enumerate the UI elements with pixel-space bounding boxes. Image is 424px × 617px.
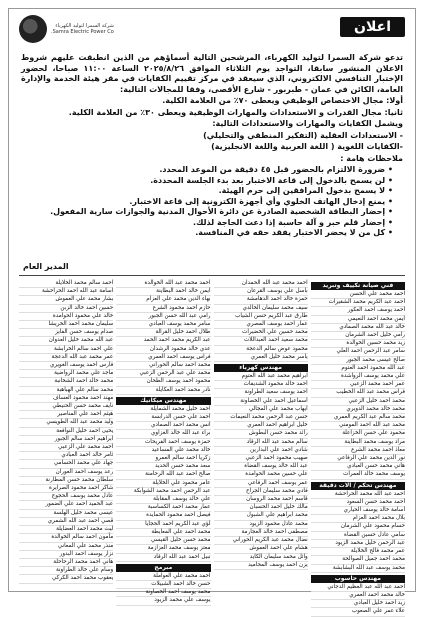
candidate-name: عبد الرحمن خليل محمد الزيود	[311, 540, 405, 548]
candidate-column	[19, 280, 113, 585]
candidate-name: محمد خالد محمد الدويري	[311, 406, 405, 414]
candidate-name: بلال محمد احمد العزام	[311, 515, 405, 523]
candidate-name: حازم احمد محمود الشرع	[116, 305, 210, 313]
candidate-name: خالد محمد احمد العمري	[311, 592, 405, 600]
note-item: • إحضار قلم حبر و آلة حاسبة إذا دعت الحاجة لذلك.	[193, 217, 393, 227]
candidate-name: علي خالد يوسف المقابلة	[116, 496, 210, 504]
section-heading: مبرمج	[116, 564, 210, 572]
candidate-name: محمد يوسف عبد الله البشابشة	[311, 565, 405, 573]
candidate-name: يعقوب محمد احمد الكركي	[19, 575, 113, 583]
candidate-name: احمد خليل محمد الشمايلة	[116, 406, 210, 414]
candidate-name: مهند احمد محمود العساف	[19, 395, 113, 403]
candidate-name: وليد محمد عبد الله الطويسي	[19, 419, 113, 427]
candidate-name: فراس محمد عبد الله الخطيب	[311, 389, 405, 397]
candidate-name: محمود احمد يوسف الطحان	[116, 378, 210, 386]
candidate-name: رامي عبد الله حسن الجبور	[116, 313, 210, 321]
candidate-name: عبد الله محمد خليل العدوان	[19, 337, 113, 345]
candidate-name: سليمان محمد احمد الخريشا	[19, 321, 113, 329]
note-item: • كل من لا يحضر الاختبار يفقد حقه في المنافسة.	[195, 228, 393, 237]
candidate-name: عمر احمد محمد الزعبي	[311, 381, 405, 389]
candidate-name: صهيب محمود احمد الزعبي	[214, 455, 308, 463]
candidate-name: ابراهيم احمد سالم الجبور	[19, 436, 113, 444]
candidate-name: محمد احمد جميل الصوالحة	[311, 556, 405, 564]
candidate-name: عامر محمود علي الخلايلة	[116, 480, 210, 488]
candidate-name: احمد يوسف احمد العكور	[311, 307, 405, 315]
candidate-name: احمد محمد علي الزعبي	[19, 444, 113, 452]
candidate-name: ثامر خالد احمد العبادي	[19, 452, 113, 460]
header	[19, 15, 405, 49]
candidate-name: نبيل احمد عبد الله الرقاد	[116, 554, 210, 562]
logo-text-arabic: شركة السمرا لتوليد الكهرباء	[55, 23, 114, 29]
candidate-name: يوسف محمد خالد العمرات	[311, 471, 405, 479]
candidate-name: احمد عبد الله عبد العظيم الدجاني	[311, 584, 405, 592]
note-item: • يمنع إدخال الهاتف الخلوي وأي أجهزة الكترونية إلى قاعة الاختبار.	[129, 196, 393, 206]
candidate-name: ايمن خالد احمد البطاينة	[116, 288, 210, 296]
candidate-name: احمد خالد محمود الشديفات	[214, 381, 308, 389]
candidate-name: ابراهيم محمد عبد الله العتوم	[214, 373, 308, 381]
candidate-name: بشار محمد علي العموش	[19, 296, 113, 304]
announcement-body	[21, 53, 403, 239]
candidate-name: قصي احمد عبد الله الشمري	[19, 518, 113, 526]
candidate-name: طارق عبد الكريم حسن الشياب	[214, 313, 308, 321]
candidate-name: نادر محمد احمد العكايلة	[116, 387, 210, 395]
candidate-column	[116, 280, 211, 604]
note-item: • لن يسمح بالدخول إلى قاعة الاختبار بعد بدء الجلسة المحددة.	[150, 175, 393, 185]
candidate-name: اسامة عبد الله احمد الحراحشة	[19, 288, 113, 296]
candidate-name: حسين احمد خالد الزبن	[19, 305, 113, 313]
candidate-name: عمر يوسف احمد الرفاعي	[214, 480, 308, 488]
candidate-name: يوسف علي محمد الزيود	[116, 597, 210, 605]
candidate-name: سامر محمد يوسف العبادي	[116, 321, 210, 329]
section-heading: مهندس حاسوب	[311, 575, 405, 583]
candidate-name: علي محمد يوسف الرواشدة	[311, 373, 405, 381]
candidate-name: هيثم احمد علي المناصير	[19, 411, 113, 419]
candidate-name: محمد سعيد احمد العبداللات	[214, 337, 308, 345]
candidate-name: هاني محمد حسن العبادي	[311, 463, 405, 471]
candidate-name: زكريا احمد سالم العمرو	[116, 455, 210, 463]
candidate-name: بهاء الدين محمد علي العزام	[116, 296, 210, 304]
candidate-name: فادي محمد سليمان الجراح	[214, 488, 308, 496]
candidate-name: احمد محمد علي العواملة	[116, 573, 210, 581]
candidate-name: علاء عمر علي الصعوب	[311, 608, 405, 616]
candidate-name: هشام علي احمد العموش	[214, 545, 308, 553]
candidate-name: سامر عبد الرحمن احمد العلي	[311, 348, 405, 356]
candidate-name: حمزة خالد احمد الدهامشة	[214, 296, 308, 304]
candidate-name: وائل محمد سليمان الكايد	[214, 554, 308, 562]
candidate-name: صالح احمد عبد الله الرحامنة	[116, 471, 210, 479]
candidate-name: عمر محمد عبد الله الدعجة	[19, 354, 113, 362]
candidate-name: عبد الحميد احمد علي الضمور	[19, 501, 113, 509]
skills-title: ويشمل الكفايات والمهارات والاستعدادات التالية:	[212, 119, 403, 128]
candidate-name: براء عبد الله خالد الغزاوي	[116, 430, 210, 438]
candidate-name: هاني احمد محمد الرحاحلة	[19, 559, 113, 567]
candidate-name: صالح عيسى محمد الجبور	[311, 357, 405, 365]
candidate-name: خليل ابراهيم احمد العمري	[214, 422, 308, 430]
candidate-name: يزن احمد يوسف المحاميد	[214, 562, 308, 570]
candidate-name: سلطان محمد حسن المطارنة	[19, 477, 113, 485]
candidate-name: حسن خالد احمد الشبيلات	[116, 581, 210, 589]
candidate-name: محمد خالد احمد الشخانبة	[19, 378, 113, 386]
candidate-name: ماجد علي محمد الرواضية	[19, 370, 113, 378]
candidate-name: وسام علي خالد الطراونة	[19, 567, 113, 575]
candidate-name: جهاد علي محمد الحسامي	[19, 460, 113, 468]
candidate-name: اسامة خالد يوسف الحياري	[311, 507, 405, 515]
candidate-name: باسل علي يوسف القرعان	[214, 288, 308, 296]
candidate-name: شاكر احمد محمود الصرايرة	[19, 485, 113, 493]
candidate-name: محمد ابراهيم علي الشبول	[214, 512, 308, 520]
skill-1: - الاستعدادات العقلية (التفكير المنطقي والتحليلي)	[203, 130, 403, 140]
signature: المدير العام	[23, 262, 69, 271]
candidate-name: محمد يوسف احمد الخصاونة	[116, 589, 210, 597]
candidate-name: عبد الرحمن احمد محمد الشوابكة	[116, 488, 210, 496]
section-heading: مهندس ميكانيك	[116, 397, 210, 405]
candidate-name: محمود عوض سالم الدعجة	[214, 346, 308, 354]
candidate-name: زيد احمد خليل العبادي	[311, 600, 405, 608]
candidate-name: مالك خليل احمد الحسبان	[214, 504, 308, 512]
note-item: • ضرورة الالتزام بالحضور قبل ٤٥ دقيقة من الموعد المحدد.	[159, 165, 393, 174]
candidate-name: عادل محمد يوسف الحجوج	[19, 493, 113, 501]
intro-paragraph: تدعو شركة السمرا لتوليد الكهرباء، المرشحين التالية أسماؤهم من الذين انطبقت عليهم شروط الاعلان المنشور سابقا، التواجد يوم الثلاثاء الموافق ٢٠٢٥/٨/٢٦ الساعة ١١:٠٠ صباحا، لحضور الإختبار التنافسي الالكتروني، الذي سيعقد في مركز تقييم الكفايات في مقر هيئة الخدمة والإدارة العامة، الكائن في عمان - طبربور - شارع الأقصى، وفقا للمجالات التالية:	[21, 53, 404, 94]
logo-emblem-icon	[19, 15, 47, 43]
section-heading: مهندس كهرباء	[214, 364, 308, 372]
announcement-page	[8, 8, 416, 615]
candidate-name: فراس يوسف احمد العمري	[116, 354, 210, 362]
candidate-name: محمد علي عبد الرحمن الزعبي	[116, 370, 210, 378]
candidate-name: ياسر محمد خليل العمري	[214, 354, 308, 362]
candidate-name: رائد محمد حسن البطوش	[214, 430, 308, 438]
candidate-name: احمد عبد الكريم محمد الشقيرات	[311, 299, 405, 307]
candidate-name: فيصل احمد محمود الحمايدة	[116, 512, 210, 520]
candidate-name: محمد عادل محمود الزيود	[214, 521, 308, 529]
candidate-name: قاسم احمد محمد الروسان	[214, 496, 308, 504]
candidate-name: رامي خليل احمد الشرمان	[311, 332, 405, 340]
candidate-name: طلال احمد خليل القرالة	[116, 329, 210, 337]
candidate-name: احمد يوسف سعيد الطراونة	[214, 389, 308, 397]
candidate-name: ايهاب محمد علي المجالي	[214, 406, 308, 414]
candidate-name: معاذ احمد محمد الشرع	[311, 447, 405, 455]
candidate-name: معتز يوسف محمد العزازمة	[116, 545, 210, 553]
candidate-name: نايف محمد حسن الحنيطي	[19, 403, 113, 411]
candidate-name: منذر محمد علي المعاني	[19, 543, 113, 551]
candidate-name: محمد احمد سالم الحوراني	[116, 362, 210, 370]
candidate-name: سيف محمد سليمان الخالدي	[214, 305, 308, 313]
candidate-name: خالد عبد الله محمد الصمادي	[311, 324, 405, 332]
candidate-name: مأمون احمد سالم الخوالدة	[19, 534, 113, 542]
notes-title: ملاحظات هامة :	[340, 153, 403, 163]
candidate-name: عمار محمد احمد الكساسبة	[116, 504, 210, 512]
candidate-name: انس محمد احمد الصمادي	[116, 422, 210, 430]
candidate-name: عمار احمد يوسف المصري	[214, 321, 308, 329]
candidate-name: خالد علي محمود الحوامدة	[19, 313, 113, 321]
candidate-name: محمد سالم علي الهباهبة	[19, 387, 113, 395]
candidate-name: احمد سالم محمد الخلايلة	[19, 280, 113, 288]
candidate-name: عدي خالد محمود الرشدان	[116, 346, 210, 354]
candidate-column	[214, 280, 308, 585]
candidate-lists	[19, 275, 405, 615]
candidate-name: احمد علي حسن الدرابسة	[116, 414, 210, 422]
candidate-name: احمد محمد عبد الله الحمدان	[214, 280, 308, 288]
candidate-name: محمد عبد الله احمد المومني	[311, 422, 405, 430]
candidate-name: عمر محمد فالح الخلايلة	[311, 548, 405, 556]
candidate-name: نور الدين محمد علي الرفاعي	[311, 455, 405, 463]
candidate-name: علي حسين محمد الحوامدة	[214, 471, 308, 479]
candidate-name: احمد محمد علي الحسن	[311, 291, 405, 299]
candidate-name: سعد محمد حسن الحديد	[116, 463, 210, 471]
candidate-name: حسن عبد الرحمن محمد النعيمات	[214, 414, 308, 422]
candidate-name: سالم محمد عبد الله الرقاد	[214, 439, 308, 447]
area-2: ثانيا: مجال القدرات و الاستعدادات والمهارات الوظيفية ويعطى ٣٠٪ من العلامة الكلية.	[68, 107, 403, 117]
candidate-name: اسماعيل احمد علي الخصاونة	[214, 398, 308, 406]
notes-list	[21, 165, 403, 239]
candidate-name: مصطفى احمد خالد العجارمة	[214, 529, 308, 537]
candidate-name: احمد محمد عبد الله الخوالدة	[116, 280, 210, 288]
candidate-name: ايمن محمد احمد النعيمي	[311, 316, 405, 324]
company-logo	[19, 15, 114, 43]
candidate-name: يحيى احمد خليل النوافعة	[19, 428, 113, 436]
candidate-column	[311, 280, 405, 615]
candidate-name: عيسى محمد خليل الهلسة	[19, 510, 113, 518]
note-item: • لا يسمح بدخول المرافقين إلى حرم الهيئة.	[218, 186, 393, 195]
candidate-name: محمود علي حسن الخزاعلة	[311, 430, 405, 438]
logo-text	[51, 23, 114, 35]
candidate-name: نضال محمد عبد الكريم الحوراني	[214, 537, 308, 545]
candidate-name: محمد حسين علي الخضيرات	[214, 329, 308, 337]
note-item: • إحضار البطاقة الشخصية الصادرة عن دائرة الأحوال المدنية والجوازات سارية المفعول.	[50, 207, 393, 216]
candidate-name: محمد احمد علي المعايطة	[116, 529, 210, 537]
section-heading: فني صيانة تكييف وتبريد	[311, 282, 405, 290]
candidate-name: احمد عبد الله محمد الحراحشة	[311, 491, 405, 499]
candidate-name: حسام محمود علي الشرمان	[311, 523, 405, 531]
candidate-name: شادي احمد علي البدارين	[214, 447, 308, 455]
logo-text-english: Samra Electric Power Co.	[51, 29, 114, 35]
candidate-name: عبد الله خالد يوسف القضاة	[214, 463, 308, 471]
candidate-name: صدام يوسف حسن الفايز	[19, 329, 113, 337]
candidate-name: محمد احمد خليل الزعبي	[311, 398, 405, 406]
candidate-name: مراد يوسف محمد البطاينة	[311, 439, 405, 447]
candidate-name: عبد الكريم محمد احمد الحمد	[116, 337, 210, 345]
candidate-name: زيد محمد حسين الخوالدة	[311, 340, 405, 348]
candidate-name: سامي عادل حسين القضاة	[311, 532, 405, 540]
candidate-name: محمد حسن خليل القيسي	[116, 537, 210, 545]
candidate-name: ليث محمد احمد العضايلة	[19, 526, 113, 534]
candidate-name: خالد محمد علي المساعيد	[116, 447, 210, 455]
candidate-name: لؤي عبد الكريم احمد الحجايا	[116, 521, 210, 529]
announcement-title: اعلان	[340, 17, 405, 37]
candidate-name: فارس احمد يوسف الغويري	[19, 362, 113, 370]
skill-2: -الكفايات اللغوية ( اللغة العربية واللغة الانجليزية)	[211, 142, 403, 151]
section-heading: مهندس تحكم / آلات دقيقة	[311, 482, 405, 490]
candidate-name: رعد يوسف احمد العوران	[19, 469, 113, 477]
candidate-name: عبد الله محمود احمد العتوم	[311, 365, 405, 373]
area-1: أولا: مجال الاختصاص الوظيفي ويعطى ٧٠٪ من العلامة الكلية.	[162, 96, 403, 105]
candidate-name: نزار يوسف احمد البدور	[19, 551, 113, 559]
candidate-name: علي احمد سالم الخرابشة	[19, 346, 113, 354]
candidate-name: محمد سالم عبد الكريم العمري	[311, 414, 405, 422]
candidate-name: احمد محمد حسن السعود	[311, 499, 405, 507]
candidate-name: حمزة يوسف احمد الفريحات	[116, 439, 210, 447]
